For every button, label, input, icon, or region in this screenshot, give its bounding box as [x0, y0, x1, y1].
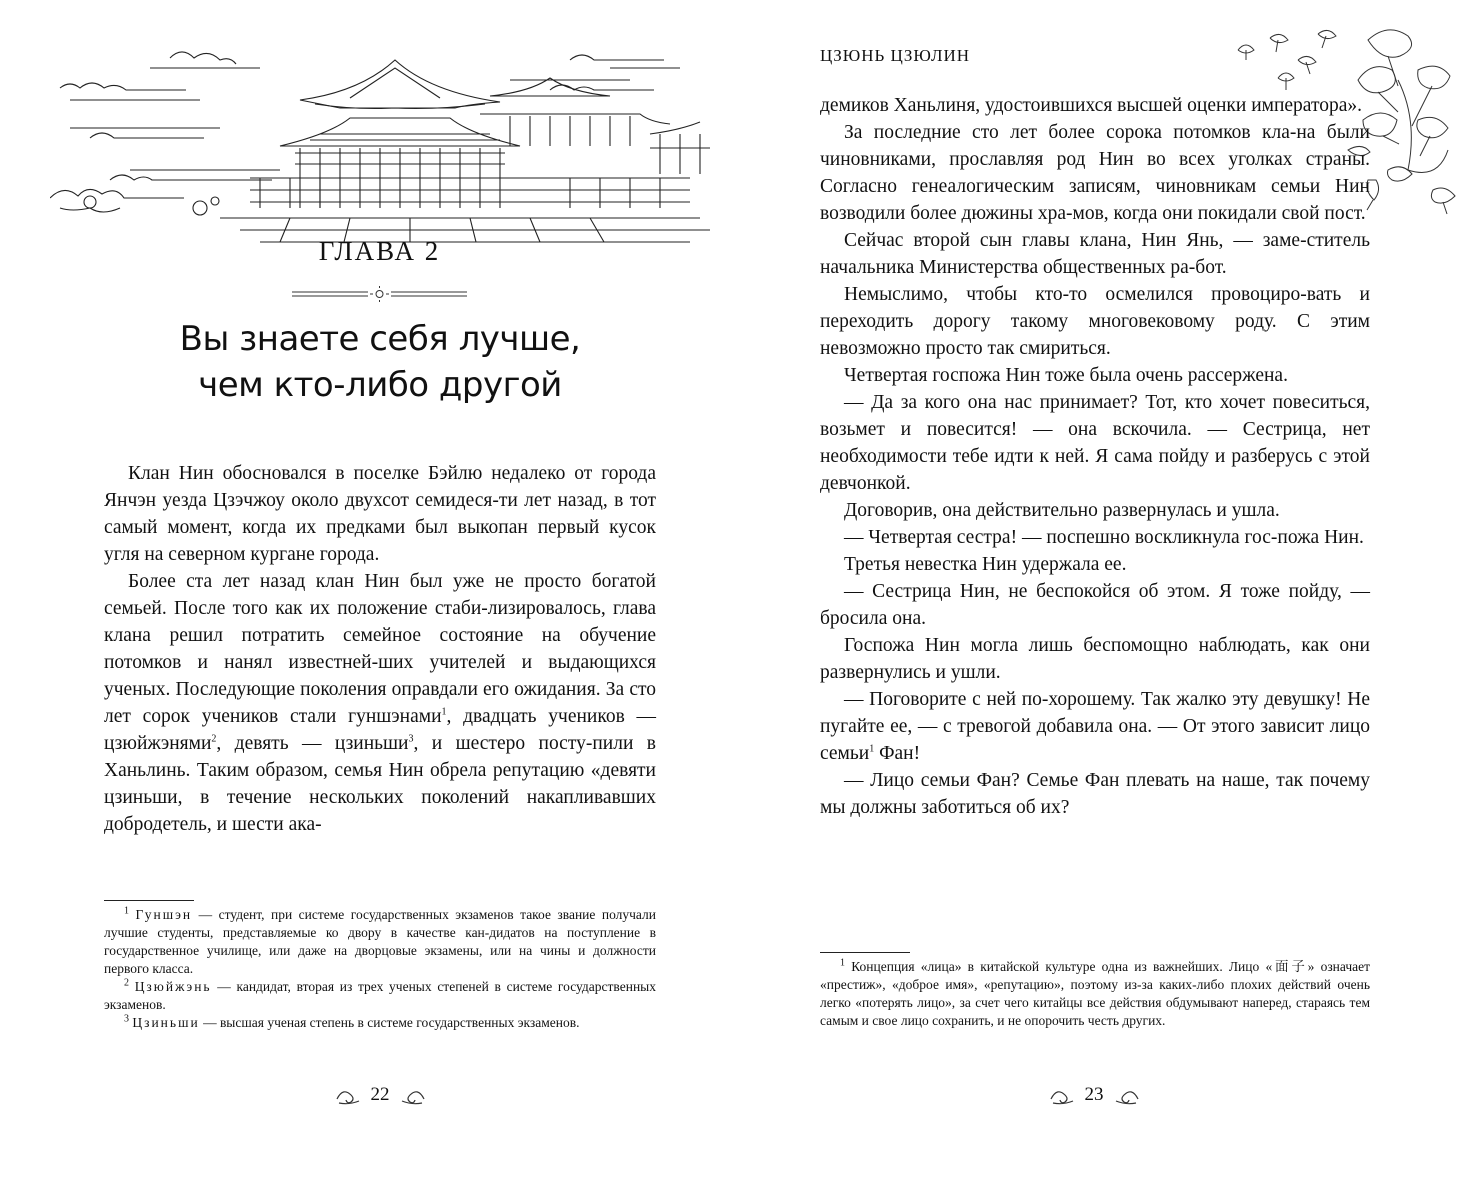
palace-illustration-icon	[50, 38, 720, 248]
footnote-term: Цзюйжэнь	[134, 979, 212, 994]
swirl-ornament-icon	[1049, 1085, 1075, 1105]
paragraph	[104, 568, 656, 838]
paragraph-text: , и шестеро посту-пили в Ханьлинь. Таким образом, семья Нин обрела репутацию «девяти цзиньши, в течение нескольких поколений накапливавших добродетель, и шести ака-	[104, 733, 656, 835]
footnote	[104, 978, 656, 1014]
page-number: 23	[1084, 1084, 1104, 1105]
footnote-number: 1	[840, 957, 845, 969]
footnote-text: Концепция «лица» в китайской культуре одна из важнейших. Лицо «面子» означает «престиж», «доброе имя», «репутацию», поэтому из-за каких-либо плохих действий очень легко «потерять лицо», за счет чего китайцы все действия обдумывают наперед, стараясь тем самым и свое лицо сохранить, и не опорочить честь других.	[820, 959, 1371, 1028]
paragraph: — Да за кого она нас принимает? Тот, кто хочет повеситься, возьмет и повесится! — она вскочила. — Сестрица, нет необходимости тебе идти к ней. Я сама пойду и разберусь с этой девчонкой.	[820, 392, 1370, 494]
footnote	[820, 958, 1370, 1030]
footnote-number: 3	[124, 1013, 129, 1025]
chapter-label: ГЛАВА 2	[318, 236, 441, 266]
footnote-rule	[104, 900, 194, 901]
paragraph: — Четвертая сестра! — поспешно воскликнула гос-пожа Нин.	[844, 527, 1364, 548]
right-page	[738, 0, 1477, 1182]
footnote	[104, 1014, 656, 1032]
paragraph: Четвертая госпожа Нин тоже была очень рассержена.	[844, 365, 1288, 386]
swirl-ornament-icon	[1114, 1085, 1140, 1105]
running-head: ЦЗЮНЬ ЦЗЮЛИН	[820, 46, 971, 65]
footnote-term: Гуншэн	[135, 907, 193, 922]
footnote-rule	[820, 952, 910, 953]
paragraph: Сейчас второй сын главы клана, Нин Янь, — заме-ститель начальника Министерства общественных ра-бот.	[820, 230, 1370, 278]
paragraph-text: , девять — цзиньши	[216, 733, 409, 754]
ornament-divider-icon	[292, 286, 467, 302]
chapter-title	[100, 316, 660, 408]
paragraph: Клан Нин обосновался в поселке Бэйлю недалеко от города Янчэн уезда Цзэчжоу около двухсот семидеся-ти лет назад, в тот самый момент, когда их предками был выкопан первый кусок угля на северном кургане города.	[104, 463, 656, 565]
paragraph: Третья невестка Нин удержала ее.	[844, 554, 1127, 575]
page-number-footer	[320, 1080, 440, 1110]
left-body-text	[104, 460, 656, 838]
chapter-title-line1: Вы знаете себя лучше,	[179, 319, 581, 359]
footnote	[104, 906, 656, 978]
paragraph: демиков Ханьлиня, удостоившихся высшей оценки императора».	[820, 95, 1363, 116]
paragraph: — Сестрица Нин, не беспокойся об этом. Я тоже пойду, — бросила она.	[820, 581, 1370, 629]
paragraph	[820, 686, 1370, 767]
left-page	[0, 0, 738, 1182]
swirl-ornament-icon	[335, 1085, 361, 1105]
footnote-marker[interactable]: 1	[441, 706, 447, 718]
left-footnotes	[104, 906, 656, 1032]
page-number: 22	[370, 1084, 390, 1105]
footnote-text: — кандидат, вторая из трех ученых степеней в системе государственных экзаменов.	[104, 979, 656, 1012]
footnote-marker[interactable]: 2	[211, 733, 217, 745]
paragraph: Договорив, она действительно развернулась и ушла.	[844, 500, 1280, 521]
footnote-term: Цзиньши	[132, 1015, 200, 1030]
paragraph-text: , двадцать учеников — цзюйжэнями	[104, 706, 656, 754]
right-body-text	[820, 92, 1370, 821]
footnote-text: — высшая ученая степень в системе государственных экзаменов.	[199, 1015, 580, 1030]
footnote-marker[interactable]: 1	[869, 743, 875, 755]
paragraph-text: Фан!	[874, 743, 921, 764]
paragraph: — Лицо семьи Фан? Семье Фан плевать на наше, так почему мы должны заботиться об их?	[820, 770, 1370, 818]
footnote-number: 1	[124, 905, 129, 917]
swirl-ornament-icon	[400, 1085, 426, 1105]
paragraph-text: — Поговорите с ней по-хорошему. Так жалко эту девушку! Не пугайте ее, — с тревогой добавила она. — От этого зависит лицо семьи	[820, 689, 1370, 764]
paragraph: Немыслимо, чтобы кто-то осмелился провоциро-вать и переходить дорогу такому многовековому роду. С этим невозможно просто так смириться.	[820, 284, 1370, 359]
page-number-footer	[1034, 1080, 1154, 1110]
footnote-text: — студент, при системе государственных экзаменов такое звание получали лучшие студенты, представляемые ко двору в качестве кан-дидатов на поступление в государственное училище, или даже на дворцовые экзамены, или на чины и должности первого класса.	[104, 907, 656, 976]
right-footnotes	[820, 958, 1370, 1030]
paragraph-text: Более ста лет назад клан Нин был уже не просто богатой семьей. После того как их положение стаби-лизировалось, глава клана решил потратить семейное состояние на обучение потомков и нанял известней-ших учителей и выдающихся ученых. Последующие поколения оправдали его ожидания. За сто лет сорок учеников стали гуншэнами	[104, 571, 656, 727]
footnote-marker[interactable]: 3	[408, 733, 414, 745]
footnote-number: 2	[124, 977, 129, 989]
chapter-title-line2: чем кто-либо другой	[198, 365, 562, 405]
paragraph: Госпожа Нин могла лишь беспомощно наблюдать, как они развернулись и ушли.	[820, 635, 1370, 683]
paragraph: За последние сто лет более сорока потомков кла-на были чиновниками, прославляя род Нин во всех уголках страны. Согласно генеалогическим записям, чиновникам семьи Нин возводили более дюжины хра-мов, когда они покидали свой пост.	[820, 122, 1370, 224]
